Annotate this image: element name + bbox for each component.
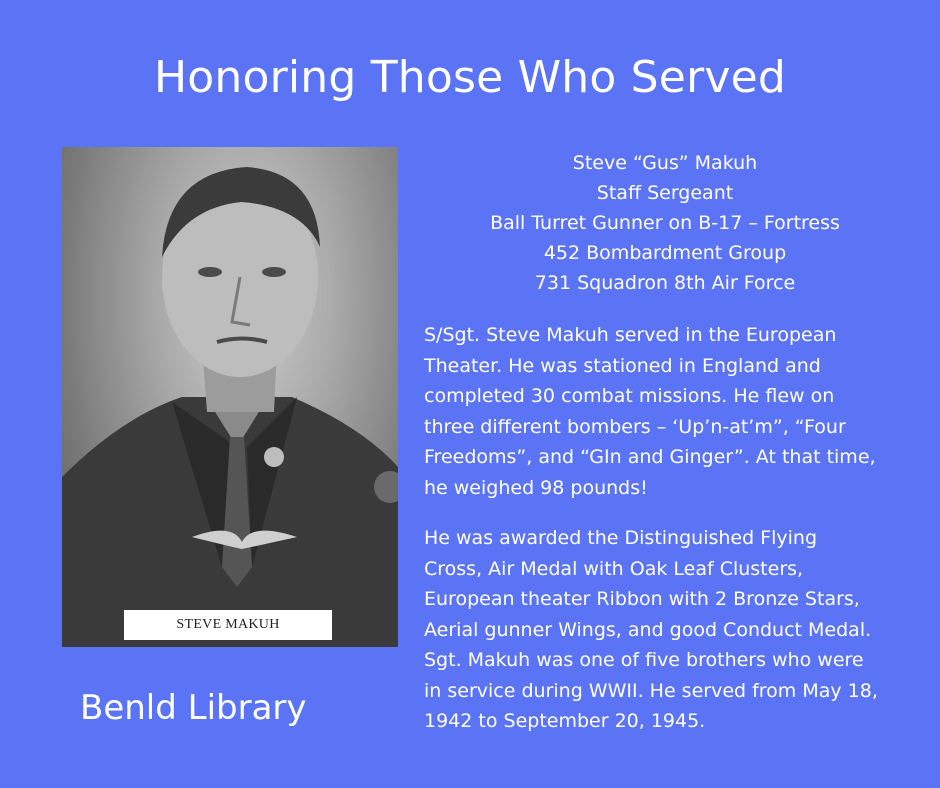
paragraph-line: Aerial gunner Wings, and good Conduct Medal. (424, 618, 872, 641)
portrait-photo-frame (62, 147, 398, 647)
paragraph-line: three different bombers – ‘Up’n-at’m”, “Four (424, 415, 846, 438)
paragraph-line: Freedoms”, and “GIn and Ginger”. At that time, (424, 446, 876, 468)
paragraph-line: Sgt. Makuh was one of five brothers who were (424, 649, 864, 671)
paragraph-line: He was awarded the Distinguished Flying (424, 527, 818, 549)
photo-caption: STEVE MAKUH (176, 617, 280, 632)
portrait-photo (62, 147, 398, 647)
library-name: Benld Library (80, 688, 307, 728)
paragraph-line: European theater Ribbon with 2 Bronze Stars, (424, 588, 860, 610)
bio-squadron: 731 Squadron 8th Air Force (534, 272, 796, 294)
paragraph-line: he weighed 98 pounds! (424, 476, 648, 499)
paragraph-line: 1942 to September 20, 1945. (424, 710, 706, 732)
bio-heading (425, 148, 905, 298)
bio-group: 452 Bombardment Group (543, 242, 787, 264)
paragraph-line: Theater. He was stationed in England and (424, 354, 821, 377)
service-paragraph (424, 320, 924, 503)
paragraph-line: S/Sgt. Steve Makuh served in the European (424, 324, 837, 346)
page-title: Honoring Those Who Served (153, 52, 787, 103)
caption-strip (124, 610, 332, 640)
paragraph-line: completed 30 combat missions. He flew on (424, 385, 835, 407)
paragraph-line: Cross, Air Medal with Oak Leaf Clusters, (424, 557, 804, 580)
paragraph-line: in service during WWII. He served from May 18, (424, 679, 878, 702)
bio-role: Ball Turret Gunner on B-17 – Fortress (490, 212, 840, 234)
bio-name: Steve “Gus” Makuh (572, 152, 758, 174)
awards-paragraph (424, 523, 924, 737)
bio-rank: Staff Sergeant (596, 182, 734, 204)
portrait-illustration (62, 147, 398, 647)
